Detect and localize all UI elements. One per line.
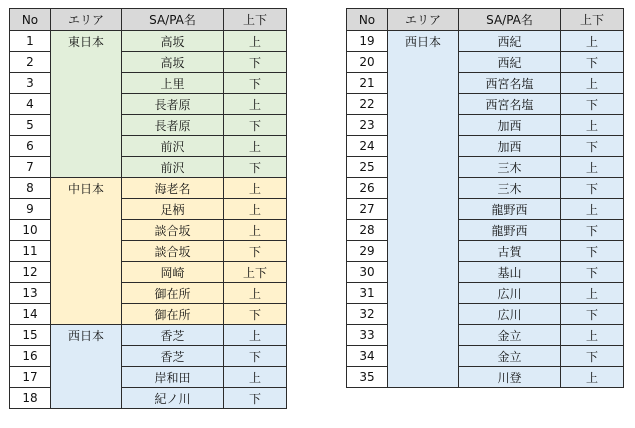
row-number: 13 (10, 283, 51, 304)
sapa-name-cell: 岸和田 (122, 367, 224, 388)
row-number: 34 (347, 346, 388, 367)
sapa-name-cell: 高坂 (122, 31, 224, 52)
sapa-name-cell: 香芝 (122, 325, 224, 346)
row-number: 14 (10, 304, 51, 325)
table-row (347, 31, 624, 52)
header-area: エリア (388, 9, 459, 31)
updown-cell: 下 (224, 115, 287, 136)
updown-cell: 下 (561, 220, 624, 241)
area-cell: 中日本 (51, 178, 122, 325)
sapa-name-cell: 御在所 (122, 283, 224, 304)
sapa-name-cell: 談合坂 (122, 241, 224, 262)
right-table-body (347, 9, 624, 388)
row-number: 20 (347, 52, 388, 73)
updown-cell: 下 (224, 157, 287, 178)
updown-cell: 下 (224, 388, 287, 409)
row-number: 6 (10, 136, 51, 157)
updown-cell: 上 (561, 325, 624, 346)
updown-cell: 上 (224, 199, 287, 220)
updown-cell: 下 (561, 136, 624, 157)
row-number: 31 (347, 283, 388, 304)
row-number: 25 (347, 157, 388, 178)
row-number: 27 (347, 199, 388, 220)
updown-cell: 下 (561, 241, 624, 262)
row-number: 18 (10, 388, 51, 409)
header-row (347, 9, 624, 31)
header-sapa: SA/PA名 (122, 9, 224, 31)
sapa-name-cell: 高坂 (122, 52, 224, 73)
header-no: No (10, 9, 51, 31)
sapa-name-cell: 談合坂 (122, 220, 224, 241)
area-cell: 東日本 (51, 31, 122, 178)
row-number: 24 (347, 136, 388, 157)
sapa-name-cell: 基山 (459, 262, 561, 283)
sapa-name-cell: 御在所 (122, 304, 224, 325)
row-number: 21 (347, 73, 388, 94)
sapa-name-cell: 上里 (122, 73, 224, 94)
updown-cell: 下 (561, 304, 624, 325)
updown-cell: 下 (561, 94, 624, 115)
row-number: 30 (347, 262, 388, 283)
sapa-name-cell: 前沢 (122, 157, 224, 178)
row-number: 23 (347, 115, 388, 136)
updown-cell: 上 (224, 325, 287, 346)
updown-cell: 上 (561, 73, 624, 94)
updown-cell: 上 (224, 136, 287, 157)
updown-cell: 上 (224, 367, 287, 388)
updown-cell: 下 (224, 73, 287, 94)
sapa-name-cell: 香芝 (122, 346, 224, 367)
updown-cell: 下 (224, 52, 287, 73)
area-cell: 西日本 (51, 325, 122, 409)
row-number: 17 (10, 367, 51, 388)
updown-cell: 下 (561, 346, 624, 367)
updown-cell: 下 (224, 346, 287, 367)
right-table (346, 8, 624, 388)
row-number: 26 (347, 178, 388, 199)
row-number: 10 (10, 220, 51, 241)
header-area: エリア (51, 9, 122, 31)
updown-cell: 上 (561, 115, 624, 136)
sapa-name-cell: 三木 (459, 157, 561, 178)
sapa-name-cell: 西宮名塩 (459, 73, 561, 94)
row-number: 29 (347, 241, 388, 262)
updown-cell: 上 (224, 220, 287, 241)
row-number: 35 (347, 367, 388, 388)
sapa-name-cell: 三木 (459, 178, 561, 199)
updown-cell: 上 (561, 283, 624, 304)
left-table-body (10, 9, 287, 409)
header-row (10, 9, 287, 31)
sapa-name-cell: 古賀 (459, 241, 561, 262)
sapa-name-cell: 前沢 (122, 136, 224, 157)
row-number: 5 (10, 115, 51, 136)
sapa-name-cell: 足柄 (122, 199, 224, 220)
sapa-name-cell: 紀ノ川 (122, 388, 224, 409)
header-updown: 上下 (561, 9, 624, 31)
updown-cell: 上 (224, 178, 287, 199)
sapa-name-cell: 海老名 (122, 178, 224, 199)
sapa-name-cell: 西紀 (459, 31, 561, 52)
updown-cell: 上 (561, 31, 624, 52)
row-number: 28 (347, 220, 388, 241)
updown-cell: 下 (561, 178, 624, 199)
sapa-name-cell: 龍野西 (459, 220, 561, 241)
row-number: 9 (10, 199, 51, 220)
updown-cell: 上下 (224, 262, 287, 283)
updown-cell: 下 (561, 262, 624, 283)
row-number: 1 (10, 31, 51, 52)
area-cell: 西日本 (388, 31, 459, 388)
sapa-name-cell: 加西 (459, 136, 561, 157)
sapa-name-cell: 加西 (459, 115, 561, 136)
sapa-name-cell: 龍野西 (459, 199, 561, 220)
sapa-name-cell: 西宮名塩 (459, 94, 561, 115)
sapa-name-cell: 西紀 (459, 52, 561, 73)
updown-cell: 上 (224, 31, 287, 52)
header-no: No (347, 9, 388, 31)
row-number: 3 (10, 73, 51, 94)
sapa-name-cell: 岡崎 (122, 262, 224, 283)
sapa-name-cell: 金立 (459, 325, 561, 346)
row-number: 12 (10, 262, 51, 283)
header-sapa: SA/PA名 (459, 9, 561, 31)
updown-cell: 上 (224, 94, 287, 115)
row-number: 15 (10, 325, 51, 346)
table-row (10, 325, 287, 346)
row-number: 16 (10, 346, 51, 367)
row-number: 19 (347, 31, 388, 52)
row-number: 8 (10, 178, 51, 199)
table-row (10, 178, 287, 199)
updown-cell: 上 (561, 367, 624, 388)
header-updown: 上下 (224, 9, 287, 31)
updown-cell: 下 (224, 304, 287, 325)
updown-cell: 上 (561, 157, 624, 178)
left-table (9, 8, 287, 409)
table-row (10, 31, 287, 52)
row-number: 32 (347, 304, 388, 325)
row-number: 11 (10, 241, 51, 262)
updown-cell: 上 (561, 199, 624, 220)
updown-cell: 下 (561, 52, 624, 73)
row-number: 22 (347, 94, 388, 115)
updown-cell: 上 (224, 283, 287, 304)
sapa-name-cell: 広川 (459, 283, 561, 304)
row-number: 7 (10, 157, 51, 178)
row-number: 33 (347, 325, 388, 346)
row-number: 2 (10, 52, 51, 73)
sapa-name-cell: 長者原 (122, 115, 224, 136)
sapa-name-cell: 長者原 (122, 94, 224, 115)
updown-cell: 下 (224, 241, 287, 262)
sapa-name-cell: 金立 (459, 346, 561, 367)
row-number: 4 (10, 94, 51, 115)
sapa-name-cell: 広川 (459, 304, 561, 325)
sapa-name-cell: 川登 (459, 367, 561, 388)
